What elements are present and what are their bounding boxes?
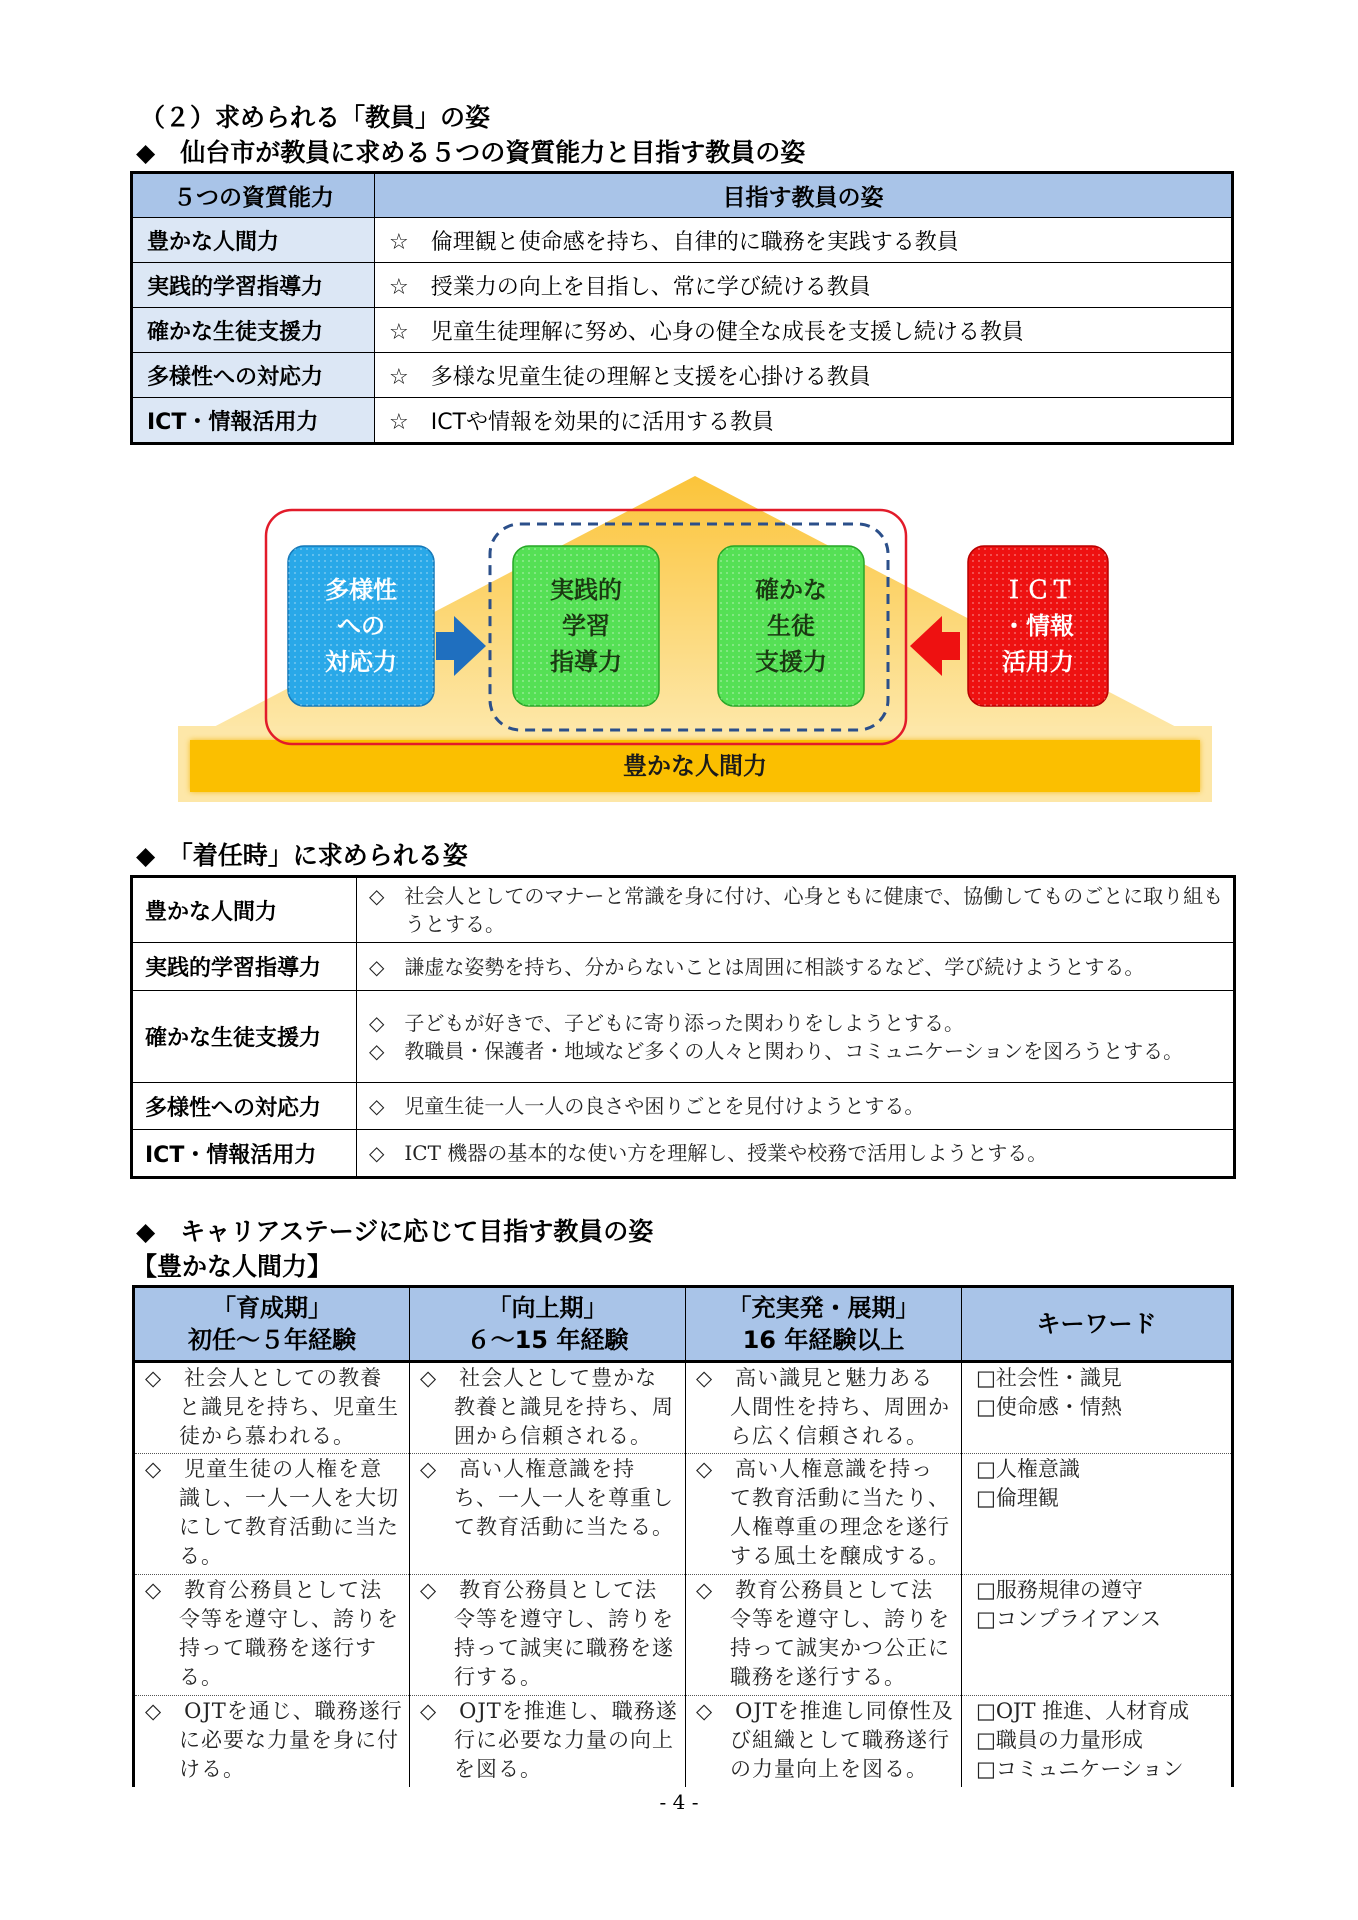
base-label: 豊かな人間力 xyxy=(623,752,767,780)
keyword: □OJT 推進、人材育成 xyxy=(976,1699,1190,1723)
table-row xyxy=(132,353,1233,398)
stage-item: ◇ 社会人としての教養と識見を持ち、児童生徒から慕われる。 xyxy=(145,1366,399,1448)
table-row xyxy=(134,1362,1233,1454)
keyword: □使命感・情熱 xyxy=(976,1395,1122,1419)
qualities-table xyxy=(130,171,1234,445)
table-header: 目指す教員の姿 xyxy=(375,173,1233,218)
table-row xyxy=(132,263,1233,308)
keyword: □倫理観 xyxy=(976,1486,1059,1510)
quality-text: ☆ 倫理観と使命感を持ち、自律的に職務を実践する教員 xyxy=(375,218,1233,263)
quality-text: ☆ 授業力の向上を目指し、常に学び続ける教員 xyxy=(375,263,1233,308)
quality-label: ICT・情報活用力 xyxy=(132,1130,357,1178)
section-title: （２）求められる「教員」の姿 xyxy=(140,103,491,132)
arrival-item: ◇ 社会人としてのマナーと常識を身に付け、心身ともに健康で、協働してものごとに取り組もうとする。 xyxy=(369,884,1224,936)
table-header: ５つの資質能力 xyxy=(132,173,375,218)
table-row xyxy=(132,308,1233,353)
ict-box: ＩＣＴ ・情報 活用力 xyxy=(1002,576,1074,676)
table-row xyxy=(132,877,1235,943)
quality-label: 豊かな人間力 xyxy=(132,877,357,943)
stage-header-improvement: 「向上期」 ６～15 年経験 xyxy=(410,1287,686,1362)
table-row xyxy=(132,991,1235,1083)
stage-item: ◇ 高い人権意識を持って教育活動に当たり、人権尊重の理念を遂行する風土を醸成する。 xyxy=(696,1457,950,1568)
table-row xyxy=(134,1696,1233,1787)
keyword: □コンプライアンス xyxy=(976,1607,1162,1631)
table-row xyxy=(132,1130,1235,1178)
quality-label: 確かな生徒支援力 xyxy=(132,308,375,353)
diversity-box: 多様性 への 対応力 xyxy=(325,576,397,676)
quality-label: 実践的学習指導力 xyxy=(132,943,357,991)
stage-item: ◇ OJTを通じ、職務遂行に必要な力量を身に付ける。 xyxy=(145,1699,403,1781)
arrival-item: ◇ ICT 機器の基本的な使い方を理解し、授業や校務で活用しようとする。 xyxy=(369,1141,1048,1165)
arrival-item: ◇ 教職員・保護者・地域など多くの人々と関わり、コミュニケーションを図ろうとする。 xyxy=(369,1038,1184,1063)
quality-label: 多様性への対応力 xyxy=(132,1083,357,1130)
stage-item: ◇ 社会人として豊かな教養と識見を持ち、周囲から信頼される。 xyxy=(420,1366,674,1448)
stage-item: ◇ OJTを推進し、職務遂行に必要な力量の向上を図る。 xyxy=(420,1699,678,1781)
table-row xyxy=(134,1454,1233,1575)
stage-item: ◇ 教育公務員として法令等を遵守し、誇りを持って誠実かつ公正に職務を遂行する。 xyxy=(696,1578,950,1689)
keyword: □社会性・識見 xyxy=(976,1366,1122,1390)
arrival-table xyxy=(130,875,1236,1179)
student-support-box: 確かな 生徒 支援力 xyxy=(755,576,827,676)
stage-item: ◇ 児童生徒の人権を意識し、一人一人を大切にして教育活動に当たる。 xyxy=(145,1457,399,1568)
stage-item: ◇ 教育公務員として法令等を遵守し、誇りを持って職務を遂行する。 xyxy=(145,1578,399,1689)
subsection-title-qualities: ◆ 仙台市が教員に求める５つの資質能力と目指す教員の姿 xyxy=(136,138,806,167)
career-stage-table xyxy=(132,1285,1234,1787)
quality-label: 多様性への対応力 xyxy=(132,353,375,398)
keyword: □人権意識 xyxy=(976,1457,1080,1481)
quality-text: ☆ 多様な児童生徒の理解と支援を心掛ける教員 xyxy=(375,353,1233,398)
quality-text: ☆ 児童生徒理解に努め、心身の健全な成長を支援し続ける教員 xyxy=(375,308,1233,353)
practical-teaching-box: 実践的 学習 指導力 xyxy=(550,576,622,676)
stage-header-growth: 「育成期」 初任～５年経験 xyxy=(134,1287,410,1362)
keyword: □コミュニケーション xyxy=(976,1757,1184,1781)
arrival-item: ◇ 子どもが好きで、子どもに寄り添った関わりをしようとする。 xyxy=(369,1010,964,1035)
qualities-diagram xyxy=(178,474,1212,802)
table-row xyxy=(132,218,1233,263)
quality-label: 実践的学習指導力 xyxy=(132,263,375,308)
subsection-title-arrival: ◆ 「着任時」に求められる姿 xyxy=(136,841,468,870)
arrival-item: ◇ 児童生徒一人一人の良さや困りごとを見付けようとする。 xyxy=(369,1094,925,1118)
keyword-header: キーワード xyxy=(962,1287,1233,1362)
table-row xyxy=(132,1083,1235,1130)
keyword: □服務規律の遵守 xyxy=(976,1578,1143,1602)
arrival-item: ◇ 謙虚な姿勢を持ち、分からないことは周囲に相談するなど、学び続けようとする。 xyxy=(369,954,1145,979)
stage-item: ◇ 教育公務員として法令等を遵守し、誇りを持って誠実に職務を遂行する。 xyxy=(420,1578,674,1689)
quality-label: 確かな生徒支援力 xyxy=(132,991,357,1083)
table-row xyxy=(132,943,1235,991)
stage-item: ◇ 高い識見と魅力ある人間性を持ち、周囲から広く信頼される。 xyxy=(696,1366,950,1448)
table-row xyxy=(134,1575,1233,1696)
quality-text: ☆ ICTや情報を効果的に活用する教員 xyxy=(375,398,1233,444)
stage-item: ◇ OJTを推進し同僚性及び組織として職務遂行の力量向上を図る。 xyxy=(696,1699,954,1781)
page-number: - 4 - xyxy=(659,1790,699,1814)
table-row xyxy=(132,398,1233,444)
stage-header-fulfillment: 「充実発・展期」 16 年経験以上 xyxy=(686,1287,962,1362)
quality-label: ICT・情報活用力 xyxy=(132,398,375,444)
quality-label: 豊かな人間力 xyxy=(132,218,375,263)
subsection-title-career: ◆ キャリアステージに応じて目指す教員の姿 xyxy=(136,1217,654,1246)
stage-item: ◇ 高い人権意識を持ち、一人一人を尊重して教育活動に当たる。 xyxy=(420,1457,674,1539)
keyword: □職員の力量形成 xyxy=(976,1728,1143,1752)
career-category-label: 【豊かな人間力】 xyxy=(132,1252,333,1281)
